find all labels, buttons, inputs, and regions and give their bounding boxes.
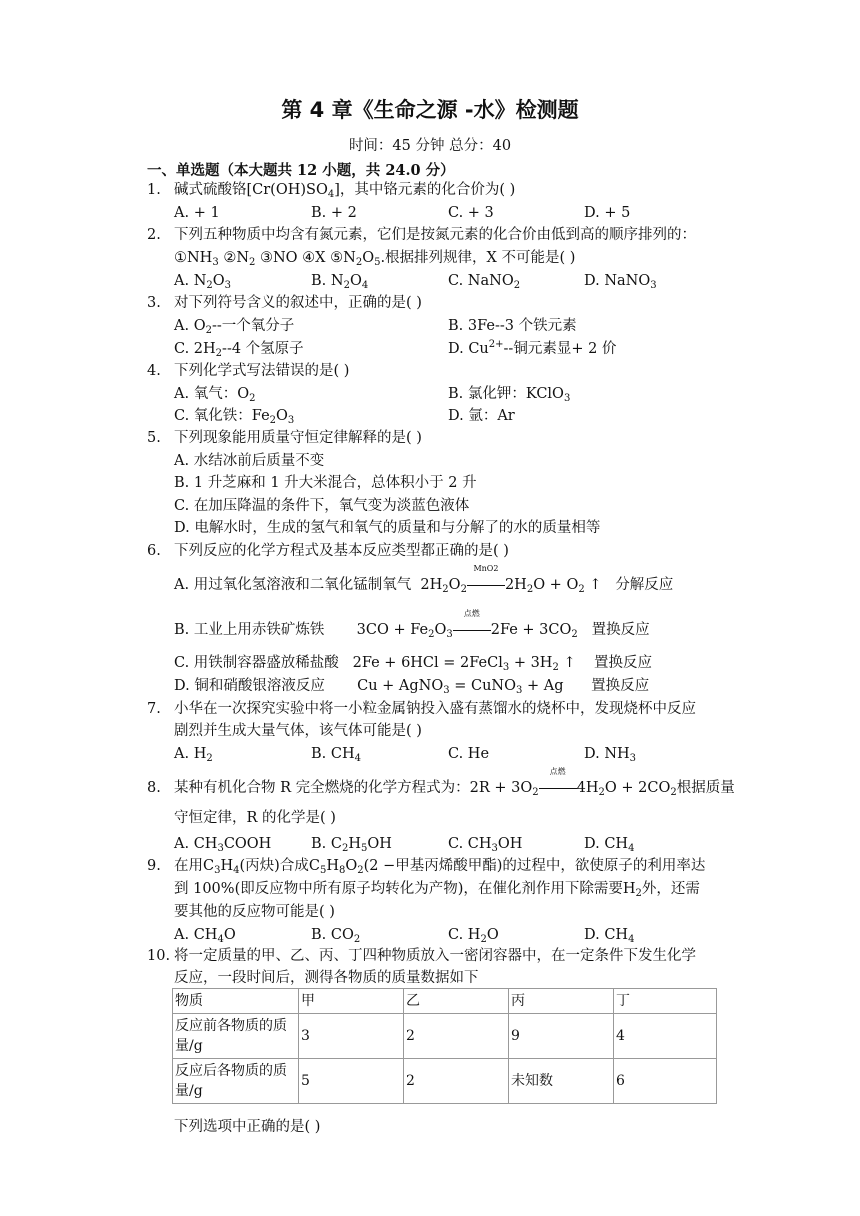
q8-stem: 某种有机化合物 R 完全燃烧的化学方程式为：$2R + 3O_2$ 点燃 $4H_2O + 2CO_2$根据质量: [174, 767, 735, 798]
q1-option-c: C. + 3: [448, 205, 494, 221]
q4-stem: 下列化学式写法错误的是( ): [174, 363, 350, 379]
q4-option-d: D. 氩：Ar: [448, 408, 515, 424]
table-header-row: [173, 989, 717, 1014]
table-cell: 3: [299, 1014, 404, 1059]
q8-number: 8.: [147, 780, 161, 796]
q7-option-c: C. He: [448, 746, 490, 762]
q1-option-d: D. + 5: [584, 205, 631, 221]
q7-option-b: B. $CH_4$: [311, 746, 361, 764]
q6-option-b: B. 工业上用赤铁矿炼铁 $3CO + Fe_2O_3$ 点燃 $2Fe + 3CO_2$ 置换反应: [174, 609, 650, 640]
q7-number: 7.: [147, 701, 161, 717]
q2-sequence: $①NH_3$ $②N_2$ ③NO ④X $⑤N_2O_5$.根据排列规律，X 不可能是( ): [174, 250, 576, 268]
q9-option-a: A. $CH_4O$: [174, 927, 236, 945]
section-heading: 一、单选题（本大题共 12 小题，共 24.0 分）: [147, 162, 455, 179]
q6-stem: 下列反应的化学方程式及基本反应类型都正确的是( ): [174, 543, 509, 559]
q6-option-d: D. 铜和硝酸银溶液反应 Cu + AgNO$_3$ = CuNO$_3$ + Ag 置换反应: [174, 678, 650, 696]
q4-option-b: B. 氯化钾：KClO$_3$: [448, 386, 571, 404]
q3-option-a: A. $O_2--$一个氧分子: [174, 318, 295, 336]
q6-option-a: A. 用过氧化氢溶液和二氧化锰制氧气 $2H_2O_2$ MnO2 $2H_2O + O_2$ ↑ 分解反应: [174, 564, 674, 595]
q9-stem-line2: 到 100%(即反应物中所有原子均转化为产物)，在催化剂作用下除需要$H_2$外，还需: [174, 881, 700, 899]
q8-stem-line2: 守恒定律，R 的化学是( ): [174, 810, 336, 826]
q5-option-b: B. 1 升芝麻和 1 升大米混合，总体积小于 2 升: [174, 475, 477, 491]
q9-stem-line3: 要其他的反应物可能是( ): [174, 904, 335, 920]
table-cell: 2: [404, 1059, 509, 1104]
q1-number: 1.: [147, 182, 161, 198]
q7-option-a: A. $H_2$: [174, 746, 213, 764]
q10-number: 10.: [147, 948, 171, 964]
q4-option-c: C. 氧化铁：$Fe_2O_3$: [174, 408, 295, 426]
q2-number: 2.: [147, 227, 161, 243]
q1-option-b: B. + 2: [311, 205, 357, 221]
table-cell: 6: [614, 1059, 717, 1104]
q3-stem: 对下列符号含义的叙述中，正确的是( ): [174, 295, 422, 311]
q4-option-a: A. 氧气：$O_2$: [174, 386, 256, 404]
q8-option-b: B. $C_2H_5OH$: [311, 836, 392, 854]
q9-option-b: B. $CO_2$: [311, 927, 361, 945]
q2-option-d: D. NaNO$_3$: [584, 273, 657, 291]
q2-option-b: B. $N_2O_4$: [311, 273, 369, 291]
q6-number: 6.: [147, 543, 161, 559]
table-cell: 未知数: [509, 1059, 614, 1104]
table-cell: 9: [509, 1014, 614, 1059]
table-header-cell: 丙: [509, 989, 614, 1014]
q1-stem: 碱式硫酸铬$[Cr(OH)SO_4]$，其中铬元素的化合价为( ): [174, 182, 516, 200]
q9-option-d: D. $CH_4$: [584, 927, 635, 945]
q5-option-a: A. 水结冰前后质量不变: [174, 453, 325, 469]
q10-stem: 将一定质量的甲、乙、丙、丁四种物质放入一密闭容器中，在一定条件下发生化学: [174, 948, 696, 964]
table-cell: 5: [299, 1059, 404, 1104]
q6-option-c: C. 用铁制容器盛放稀盐酸 2Fe + 6HCl = 2FeCl$_3$ + $3H_2$ ↑ 置换反应: [174, 655, 653, 673]
q1-option-a: A. + 1: [174, 205, 220, 221]
q4-number: 4.: [147, 363, 161, 379]
q5-option-c: C. 在加压降温的条件下，氧气变为淡蓝色液体: [174, 498, 470, 514]
table-header-cell: 甲: [299, 989, 404, 1014]
q10-stem-line2: 反应，一段时间后，测得各物质的质量数据如下: [174, 970, 479, 986]
q3-number: 3.: [147, 295, 161, 311]
q9-option-c: C. $H_2O$: [448, 927, 499, 945]
table-header-cell: 丁: [614, 989, 717, 1014]
q7-stem-line2: 剧烈并生成大量气体，该气体可能是( ): [174, 723, 422, 739]
q3-option-c: C. $2H_2--4$ 个氢原子: [174, 341, 304, 359]
table-header-cell: 物质: [173, 989, 299, 1014]
q5-stem: 下列现象能用质量守恒定律解释的是( ): [174, 430, 422, 446]
table-cell: 2: [404, 1014, 509, 1059]
q10-question: 下列选项中正确的是( ): [174, 1119, 321, 1135]
table-cell: 4: [614, 1014, 717, 1059]
table-cell: 反应后各物质的质量/g: [173, 1059, 299, 1104]
q9-stem: 在用$C_3H_4$(丙炔)合成$C_5H_8O_2(2$ −甲基丙烯酸甲酯)的过程中，欲使原子的利用率达: [174, 858, 706, 876]
table-row: [173, 1059, 717, 1104]
q8-option-c: C. $CH_3OH$: [448, 836, 523, 854]
exam-meta: 时间：45 分钟 总分：40: [348, 138, 512, 154]
page-title: 第 4 章《生命之源 -水》检测题: [281, 98, 579, 122]
q3-option-d: D. $Cu^{2+}--$铜元素显+ 2 价: [448, 339, 617, 357]
q5-number: 5.: [147, 430, 161, 446]
q8-option-d: D. $CH_4$: [584, 836, 635, 854]
q5-option-d: D. 电解水时，生成的氢气和氧气的质量和与分解了的水的质量相等: [174, 520, 601, 536]
q7-stem: 小华在一次探究实验中将一小粒金属钠投入盛有蒸馏水的烧杯中，发现烧杯中反应: [174, 701, 696, 717]
mass-data-table: [172, 988, 717, 1104]
q2-option-a: A. $N_2O_3$: [174, 273, 232, 291]
table-row: [173, 1014, 717, 1059]
q8-option-a: A. $CH_3COOH$: [174, 836, 272, 854]
q9-number: 9.: [147, 858, 161, 874]
q3-option-b: B. 3Fe--3 个铁元素: [448, 318, 577, 334]
table-cell: 反应前各物质的质量/g: [173, 1014, 299, 1059]
q2-option-c: C. NaNO$_2$: [448, 273, 521, 291]
table-header-cell: 乙: [404, 989, 509, 1014]
q2-stem: 下列五种物质中均含有氮元素，它们是按氮元素的化合价由低到高的顺序排列的：: [174, 227, 696, 243]
q7-option-d: D. $NH_3$: [584, 746, 637, 764]
